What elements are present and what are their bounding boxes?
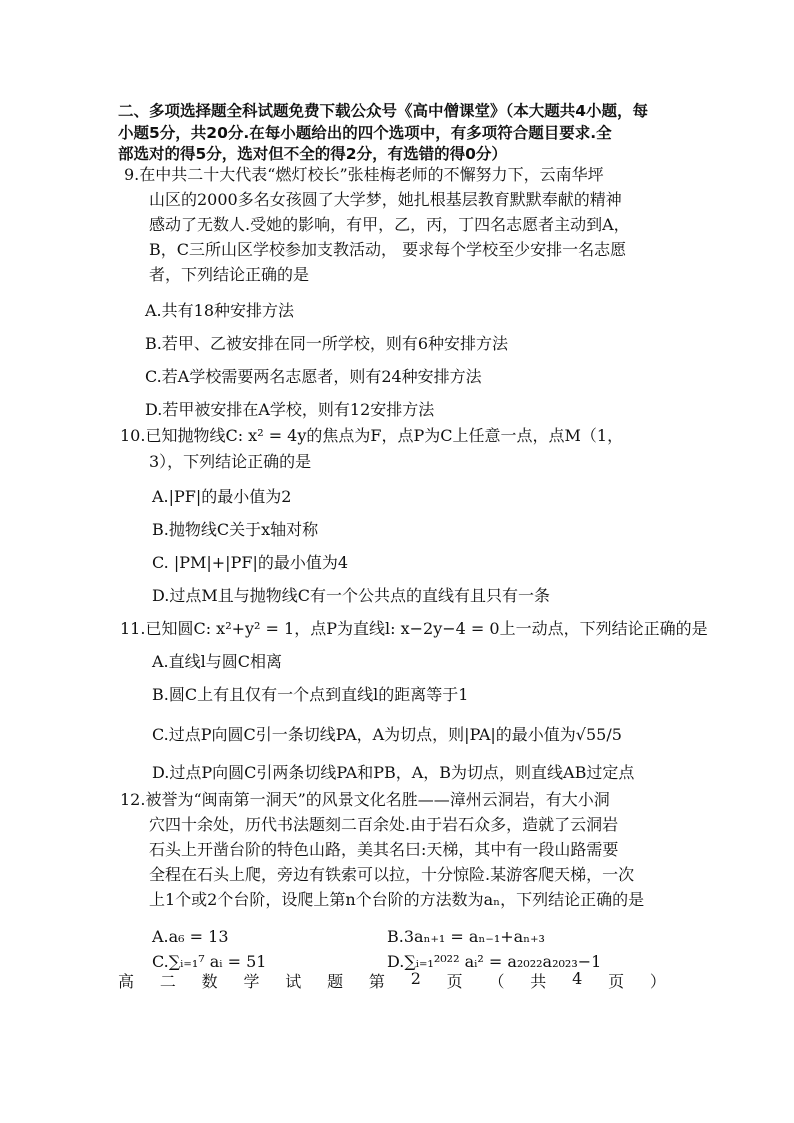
section-header-line-3: 部选对的得5分，选对但不全的得2分，有选错的得0分） [118, 145, 507, 163]
q9-stem-line-2: 山区的2000多名女孩圆了大学梦，她扎根基层教育默默奉献的精神 [149, 190, 622, 209]
q9-stem-line-5: 者，下列结论正确的是 [149, 265, 310, 284]
q12-stem-line-3: 石头上开凿台阶的特色山路，美其名曰:天梯，其中有一段山路需要 [149, 840, 619, 859]
q11-stem-line-1: 11.已知圆C: x²+y² = 1，点P为直线l: x−2y−4 = 0上一动点，下列结论正确的是 [120, 619, 708, 638]
footer-char: 页 [446, 972, 463, 991]
q9-stem-line-1: 9.在中共二十大代表“燃灯校长”张桂梅老师的不懈努力下，云南华坪 [124, 165, 604, 184]
q9-stem-line-4: B，C三所山区学校参加支教活动， 要求每个学校至少安排一名志愿 [149, 240, 627, 259]
q9-option-d: D.若甲被安排在A学校，则有12安排方法 [145, 400, 435, 419]
q11-option-a: A.直线l与圆C相离 [152, 652, 283, 671]
q10-option-b: B.抛物线C关于x轴对称 [152, 520, 319, 539]
footer-char: 学 [243, 972, 260, 991]
footer-char: 高 [118, 972, 135, 991]
q12-option-c: C.∑ᵢ₌₁⁷ aᵢ = 51 [152, 952, 267, 971]
q10-option-a: A.|PF|的最小值为2 [152, 487, 292, 506]
q12-stem-line-5: 上1个或2个台阶，设爬上第n个台阶的方法数为aₙ，下列结论正确的是 [149, 890, 645, 909]
q12-stem-line-1: 12.被誉为“闽南第一洞天”的风景文化名胜——漳州云洞岩，有大小洞 [120, 790, 610, 809]
footer-char: 试 [285, 972, 302, 991]
q12-option-b: B.3aₙ₊₁ = aₙ₋₁+aₙ₊₃ [387, 927, 545, 946]
footer-char: 数 [201, 972, 218, 991]
q10-option-d: D.过点M且与抛物线C有一个公共点的直线有且只有一条 [152, 586, 550, 605]
q9-stem-line-3: 感动了无数人.受她的影响，有甲，乙，丙，丁四名志愿者主动到A， [149, 215, 630, 234]
footer-char: 二 [159, 972, 176, 991]
footer-char: 页 [608, 972, 625, 991]
footer-char: ） [649, 972, 666, 991]
q11-option-d: D.过点P向圆C引两条切线PA和PB，A，B为切点，则直线AB过定点 [152, 763, 635, 782]
footer-char: 第 [368, 972, 385, 991]
q9-option-c: C.若A学校需要两名志愿者，则有24种安排方法 [145, 367, 482, 386]
footer-char: 共 [530, 972, 547, 991]
section-header-line-1: 二、多项选择题全科试题免费下载公众号《高中僧课堂》（本大题共4小题，每 [118, 102, 649, 120]
q11-option-c: C.过点P向圆C引一条切线PA，A为切点，则|PA|的最小值为√55/5 [152, 725, 622, 744]
section-header-line-2: 小题5分，共20分.在每小题给出的四个选项中，有多项符合题目要求.全 [118, 124, 612, 142]
q10-stem-line-2: 3），下列结论正确的是 [149, 452, 312, 471]
q9-option-a: A.共有18种安排方法 [145, 301, 295, 320]
footer-char: （ [488, 972, 505, 991]
q12-stem-line-4: 全程在石头上爬，旁边有铁索可以拉，十分惊险.某游客爬天梯，一次 [149, 865, 635, 884]
q10-option-c: C. |PM|+|PF|的最小值为4 [152, 553, 349, 572]
q11-option-b: B.圆C上有且仅有一个点到直线l的距离等于1 [152, 685, 469, 704]
q12-stem-line-2: 穴四十余处，历代书法题刻二百余处.由于岩石众多，造就了云洞岩 [149, 815, 619, 834]
q10-stem-line-1: 10.已知抛物线C: x² = 4y的焦点为F，点P为C上任意一点，点M（1， [120, 426, 624, 445]
footer-page-number: 2 [410, 969, 421, 988]
q9-option-b: B.若甲、乙被安排在同一所学校，则有6种安排方法 [145, 334, 509, 353]
page-footer [118, 969, 666, 992]
footer-total-pages: 4 [572, 969, 583, 988]
q12-option-a: A.a₆ = 13 [152, 927, 229, 946]
q12-option-d: D.∑ᵢ₌₁²⁰²² aᵢ² = a₂₀₂₂a₂₀₂₃−1 [387, 952, 602, 971]
footer-char: 题 [327, 972, 344, 991]
